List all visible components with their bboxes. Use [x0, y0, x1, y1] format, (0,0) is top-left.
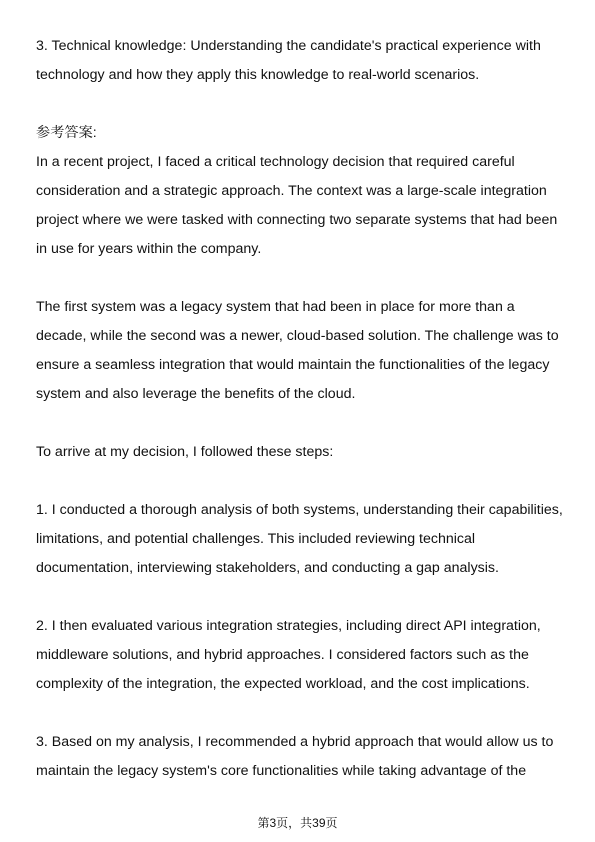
answer-paragraph-2: The first system was a legacy system that had been in place for more than a decade, while the second was a newer, cloud-based solution. The challenge was to ensure a seamless integration that would maintain the functionalities of the legacy system and also leverage the benefits of the cloud.: [36, 299, 559, 402]
answer-paragraph-3: To arrive at my decision, I followed these steps:: [36, 444, 334, 460]
step-item-1: 1. I conducted a thorough analysis of both systems, understanding their capabilities, limitations, and potential challenges. This included reviewing technical documentation, interviewing stakeholders, and conducting a gap analysis.: [36, 502, 563, 576]
answer-paragraph-1: In a recent project, I faced a critical technology decision that required careful consideration and a strategic approach. The context was a large-scale integration project where we were tasked with connecting two separate systems that had been in use for years within the company.: [36, 154, 558, 257]
intro-item: 3. Technical knowledge: Understanding the candidate's practical experience with technology and how they apply this knowledge to real-world scenarios.: [36, 38, 541, 83]
answer-label: 参考答案:: [36, 125, 97, 141]
answer-section: [36, 119, 566, 264]
document-body: [36, 32, 566, 815]
step-item-2: 2. I then evaluated various integration strategies, including direct API integration, middleware solutions, and hybrid approaches. I considered factors such as the complexity of the integration, the expected workload, and the cost implications.: [36, 618, 541, 692]
page-number-footer: 第3页，共39页: [257, 816, 338, 830]
step-item-3: 3. Based on my analysis, I recommended a hybrid approach that would allow us to maintain the legacy system's core functionalities while taking advantage of the: [36, 734, 554, 779]
